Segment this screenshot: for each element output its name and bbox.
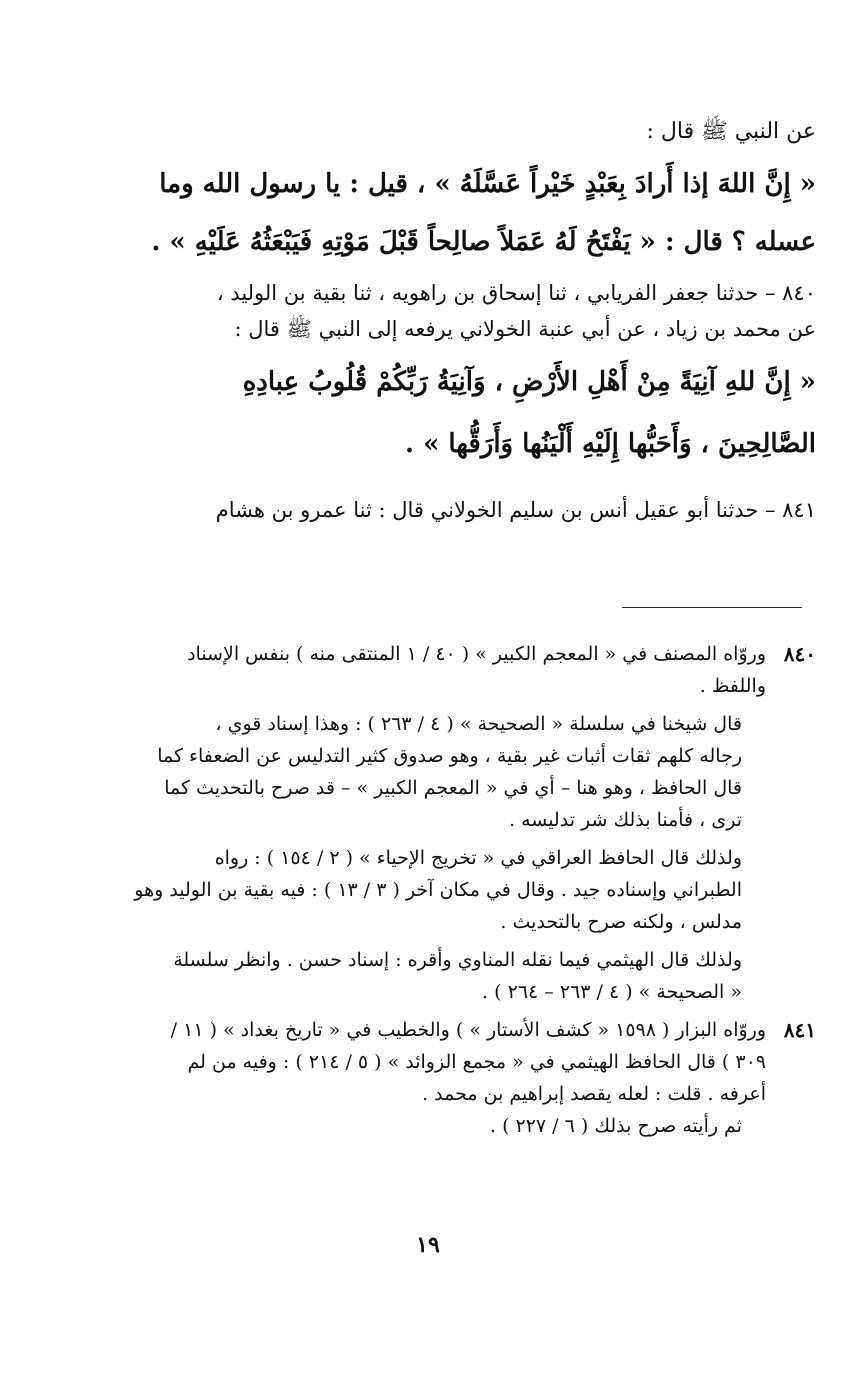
footnote-line: ثم رأيته صرح بذلك ( ٦ / ٢٢٧ ) . (489, 1115, 742, 1137)
footnote-line: وروّاه البزار ( ١٥٩٨ « كشف الأستار » ) والخطيب في « تاريخ بغداد » ( ١١ / (170, 1019, 766, 1041)
page-number: ١٩ (416, 1232, 440, 1258)
footnote-line: « الصحيحة » ( ٤ / ٢٦٣ – ٢٦٤ ) . (482, 981, 742, 1003)
footnote-paragraph (118, 1014, 766, 1110)
main-text (118, 115, 816, 527)
footnote-paragraph (118, 1110, 766, 1142)
footnote-separator (622, 607, 802, 608)
narration-840-line: ٨٤٠ – حدثنا جعفر الفريابي ، ثنا إسحاق بن راهويه ، ثنا بقية بن الوليد ، (216, 281, 816, 305)
footnote-line: ٣٠٩ ) قال الحافظ الهيثمي في « مجمع الزوائد » ( ٥ / ٢١٤ ) : وفيه من لم (187, 1051, 766, 1073)
footnotes (118, 638, 816, 1148)
footnote-line: أعرفه . قلت : لعله يقصد إبراهيم بن محمد . (422, 1083, 766, 1105)
footnote-line: مدلس ، ولكنه صرح بالتحديث . (500, 911, 742, 933)
footnote-line: وروّاه المصنف في « المعجم الكبير » ( ٤٠ / ١ المنتقى منه ) بنفس الإسناد (187, 643, 766, 665)
footnote-line: قال شيخنا في سلسلة « الصحيحة » ( ٤ / ٢٦٣ ) : وهذا إسناد قوي ، (215, 713, 742, 735)
footnote-line: ولذلك قال الهيثمي فيما نقله المناوي وأقره : إسناد حسن . وانظر سلسلة (173, 949, 742, 971)
footnote-line: قال الحافظ ، وهو هنا – أي في « المعجم الكبير » – قد صرح بالتحديث كما (164, 777, 742, 799)
footnote-paragraph (118, 708, 766, 836)
hadith-2 (118, 351, 816, 475)
narration-840-line: عن محمد بن زياد ، عن أبي عنبة الخولاني يرفعه إلى النبي ﷺ قال : (234, 317, 816, 341)
footnote-840 (118, 638, 816, 1008)
footnote-841 (118, 1014, 816, 1142)
footnote-paragraph (118, 638, 766, 702)
hadith-1-line: « إِنَّ اللهَ إذا أَرادَ بِعَبْدٍ خَيْراً عَسَّلَهُ » ، قيل : يا رسول الله وما (159, 169, 816, 199)
footnote-number: ٨٤١ (783, 1018, 816, 1042)
footnote-paragraph (118, 944, 766, 1008)
footnote-paragraph (118, 842, 766, 938)
hadith-1-line: عسله ؟ قال : « يَفْتَحُ لَهُ عَمَلاً صالِحاً قَبْلَ مَوْتِهِ فَيَبْعَثُهُ عَلَيْهِ » . (151, 227, 816, 257)
footnote-number: ٨٤٠ (783, 642, 816, 666)
hadith-2-line: الصَّالِحِينَ ، وَأَحَبُّها إِلَيْهِ أَلْيَنُها وَأَرَقُّها » . (405, 429, 816, 459)
footnote-line: ترى ، فأمنا بذلك شر تدليسه . (508, 809, 742, 831)
narration-841: ٨٤١ – حدثنا أبو عقيل أنس بن سليم الخولاني قال : ثنا عمرو بن هشام (215, 498, 816, 522)
footnote-line: واللفظ . (699, 675, 766, 697)
intro-line: عن النبي ﷺ قال : (646, 119, 816, 144)
hadith-2-line: « إِنَّ للهِ آنِيَةً مِنْ أَهْلِ الأَرْضِ ، وَآنِيَةُ رَبِّكُمْ قُلُوبُ عِبادِهِ (242, 367, 816, 397)
narration-840 (118, 275, 816, 347)
footnote-line: رجاله كلهم ثقات أثبات غير بقية ، وهو صدوق كثير التدليس عن الضعفاء كما (157, 745, 742, 767)
hadith-1 (118, 155, 816, 271)
footnote-line: الطبراني وإسناده جيد . وقال في مكان آخر ( ٣ / ١٣ ) : فيه بقية بن الوليد وهو (134, 879, 742, 901)
footnote-line: ولذلك قال الحافظ العراقي في « تخريج الإحياء » ( ٢ / ١٥٤ ) : رواه (214, 847, 742, 869)
